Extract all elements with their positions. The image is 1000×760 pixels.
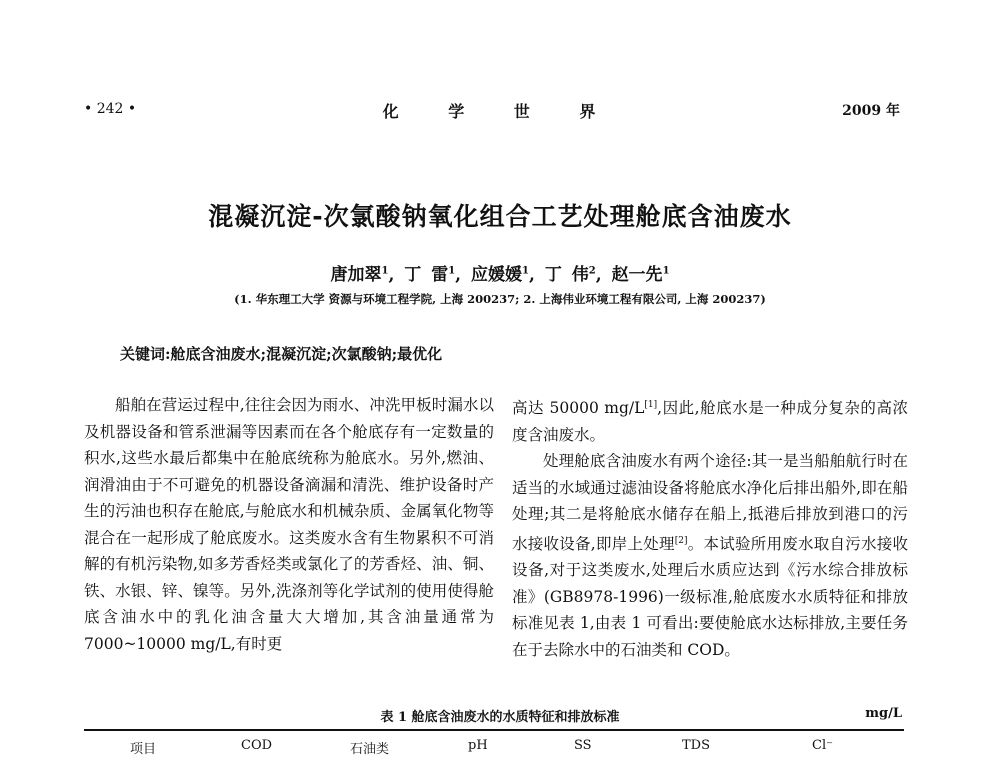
body-right-column xyxy=(512,392,908,663)
citation-ref: [2] xyxy=(674,535,688,546)
author: 赵一先$^1$ xyxy=(611,265,670,285)
table-header-cell: pH xyxy=(468,738,488,753)
citation-ref: [1] xyxy=(644,400,658,410)
table-header-cell: Cl⁻ xyxy=(812,738,833,753)
keywords-label: 关键词: xyxy=(120,345,171,363)
body-paragraph: 高达 50000 mg/L[1],因此,舱底水是一种成分复杂的高浓度含油废水。 xyxy=(512,399,908,444)
keywords xyxy=(120,343,442,364)
journal-name: 化 学 世 界 xyxy=(382,102,618,121)
table-header-cell: 石油类 xyxy=(350,742,390,757)
table-caption: 表 1 舱底含油废水的水质特征和排放标准 xyxy=(380,710,620,725)
table-header-cell: 项目 xyxy=(130,742,157,757)
body-paragraph: 处理舱底含油废水有两个途径:其一是当船舶航行时在适当的水域通过滤油设备将舱底水净化后排出船外,即在船处理;其二是将舱底水储存在船上,抵港后排放到港口的污水接收设备,即岸上处理[2]。本试验所用废水取自污水接收设备,对于这类废水,处理后水质应达到《污水综合排放标准》(GB8978-1996)一级标准,舱底废水水质特征和排放标准见表 1,由表 1 可看出:要使舱底水达标排放,主要任务在于去除水中的石油类和 COD。 xyxy=(512,452,908,659)
author: 唐加翠$^1$ xyxy=(330,265,389,285)
table-header-cell: TDS xyxy=(682,738,710,753)
body-left-column xyxy=(84,392,494,657)
table-header-cell: SS xyxy=(574,738,592,753)
table-unit: mg/L xyxy=(865,706,902,721)
table-header-cell: COD xyxy=(241,738,273,753)
author: 丁 雷$^1$ xyxy=(404,265,456,285)
body-paragraph: 船舶在营运过程中,往往会因为雨水、冲洗甲板时漏水以及机器设备和管系泄漏等因素而在各个舱底存有一定数量的积水,这些水最后都集中在舱底统称为舱底水。另外,燃油、润滑油由于不可避免的机器设备滴漏和清洗、维护设备时产生的污油也积存在舱底,与舱底水和机械杂质、金属氧化物等混合在一起形成了舱底废水。这类废水含有生物累积不可消解的有机污染物,如多芳香烃类或氯化了的芳香烃、油、铜、铁、水银、锌、镍等。另外,洗涤剂等化学试剂的使用使得舱底含油水中的乳化油含量大大增加,其含油量通常为 7000~10000 mg/L,有时更 xyxy=(84,396,494,653)
author: 丁 伟$^2$ xyxy=(544,265,596,285)
keywords-text: 舱底含油废水;混凝沉淀;次氯酸钠;最优化 xyxy=(170,345,443,363)
author-list: 唐加翠$^1$, 丁 雷$^1$, 应媛媛$^1$, 丁 伟$^2$, 赵一先$^1$ xyxy=(330,265,670,285)
affiliations: (1. 华东理工大学 资源与环境工程学院, 上海 200237; 2. 上海伟业环境工程有限公司, 上海 200237) xyxy=(234,292,766,306)
publication-year: 2009 年 xyxy=(842,103,900,119)
page-number: • 242 • xyxy=(84,101,137,117)
author: 应媛媛$^1$ xyxy=(471,265,529,285)
table-top-rule xyxy=(84,729,904,731)
article-title: 混凝沉淀-次氯酸钠氧化组合工艺处理舱底含油废水 xyxy=(208,202,792,231)
